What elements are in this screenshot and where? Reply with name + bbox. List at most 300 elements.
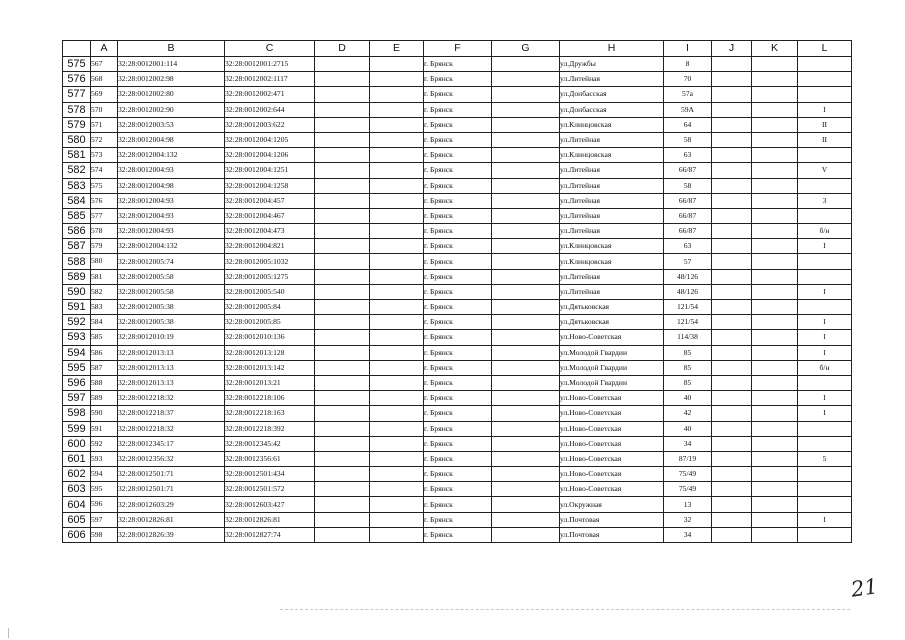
- cell-j[interactable]: [712, 72, 752, 87]
- cell-f[interactable]: г. Брянск: [424, 224, 492, 239]
- cell-d[interactable]: [315, 163, 370, 178]
- cell-d[interactable]: [315, 72, 370, 87]
- cell-h[interactable]: ул.Литейная: [560, 208, 664, 223]
- cell-j[interactable]: [712, 375, 752, 390]
- cell-i[interactable]: 64: [664, 117, 712, 132]
- cell-f[interactable]: г. Брянск: [424, 269, 492, 284]
- row-number-cell[interactable]: 606: [63, 527, 91, 542]
- cell-j[interactable]: [712, 421, 752, 436]
- cell-e[interactable]: [370, 497, 424, 512]
- cell-b[interactable]: 32:28:0012603:29: [118, 497, 225, 512]
- cell-i[interactable]: 114/38: [664, 330, 712, 345]
- cell-a[interactable]: 568: [91, 72, 118, 87]
- cell-d[interactable]: [315, 527, 370, 542]
- cell-a[interactable]: 579: [91, 239, 118, 254]
- cell-k[interactable]: [752, 102, 798, 117]
- cell-i[interactable]: 121/54: [664, 300, 712, 315]
- cell-k[interactable]: [752, 132, 798, 147]
- cell-l[interactable]: I: [798, 239, 852, 254]
- cell-j[interactable]: [712, 497, 752, 512]
- cell-f[interactable]: г. Брянск: [424, 254, 492, 269]
- cell-l[interactable]: [798, 436, 852, 451]
- cell-k[interactable]: [752, 163, 798, 178]
- cell-b[interactable]: 32:28:0012004:98: [118, 178, 225, 193]
- cell-i[interactable]: 58: [664, 132, 712, 147]
- row-number-cell[interactable]: 586: [63, 224, 91, 239]
- cell-h[interactable]: ул.Молодой Гвардии: [560, 375, 664, 390]
- cell-f[interactable]: г. Брянск: [424, 132, 492, 147]
- cell-e[interactable]: [370, 360, 424, 375]
- row-number-cell[interactable]: 596: [63, 375, 91, 390]
- cell-h[interactable]: ул.Литейная: [560, 224, 664, 239]
- cell-a[interactable]: 595: [91, 482, 118, 497]
- cell-e[interactable]: [370, 467, 424, 482]
- cell-b[interactable]: 32:28:0012003:53: [118, 117, 225, 132]
- cell-b[interactable]: 32:28:0012004:98: [118, 132, 225, 147]
- row-number-cell[interactable]: 581: [63, 148, 91, 163]
- cell-f[interactable]: г. Брянск: [424, 467, 492, 482]
- cell-j[interactable]: [712, 300, 752, 315]
- cell-j[interactable]: [712, 482, 752, 497]
- cell-d[interactable]: [315, 300, 370, 315]
- cell-i[interactable]: 57: [664, 254, 712, 269]
- cell-f[interactable]: г. Брянск: [424, 406, 492, 421]
- cell-e[interactable]: [370, 345, 424, 360]
- cell-g[interactable]: [492, 254, 560, 269]
- row-number-cell[interactable]: 598: [63, 406, 91, 421]
- cell-c[interactable]: 32:28:0012002:644: [225, 102, 315, 117]
- cell-c[interactable]: 32:28:0012005:1032: [225, 254, 315, 269]
- cell-d[interactable]: [315, 497, 370, 512]
- cell-d[interactable]: [315, 224, 370, 239]
- cell-d[interactable]: [315, 178, 370, 193]
- cell-l[interactable]: [798, 57, 852, 72]
- cell-j[interactable]: [712, 284, 752, 299]
- cell-c[interactable]: 32:28:0012826:81: [225, 512, 315, 527]
- cell-e[interactable]: [370, 284, 424, 299]
- cell-i[interactable]: 57а: [664, 87, 712, 102]
- cell-g[interactable]: [492, 178, 560, 193]
- cell-d[interactable]: [315, 117, 370, 132]
- cell-h[interactable]: ул.Литейная: [560, 269, 664, 284]
- row-number-cell[interactable]: 597: [63, 391, 91, 406]
- cell-b[interactable]: 32:28:0012826:81: [118, 512, 225, 527]
- cell-i[interactable]: 8: [664, 57, 712, 72]
- cell-g[interactable]: [492, 284, 560, 299]
- cell-j[interactable]: [712, 178, 752, 193]
- cell-l[interactable]: V: [798, 163, 852, 178]
- cell-f[interactable]: г. Брянск: [424, 57, 492, 72]
- cell-b[interactable]: 32:28:0012005:74: [118, 254, 225, 269]
- cell-f[interactable]: г. Брянск: [424, 72, 492, 87]
- cell-a[interactable]: 573: [91, 148, 118, 163]
- cell-i[interactable]: 75/49: [664, 467, 712, 482]
- cell-d[interactable]: [315, 148, 370, 163]
- cell-b[interactable]: 32:28:0012004:93: [118, 163, 225, 178]
- cell-g[interactable]: [492, 360, 560, 375]
- row-number-cell[interactable]: 577: [63, 87, 91, 102]
- cell-l[interactable]: [798, 527, 852, 542]
- cell-h[interactable]: ул.Ново-Советская: [560, 436, 664, 451]
- cell-b[interactable]: 32:28:0012013:13: [118, 375, 225, 390]
- row-number-cell[interactable]: 605: [63, 512, 91, 527]
- cell-d[interactable]: [315, 391, 370, 406]
- cell-j[interactable]: [712, 406, 752, 421]
- cell-c[interactable]: 32:28:0012356:61: [225, 451, 315, 466]
- row-number-cell[interactable]: 601: [63, 451, 91, 466]
- cell-h[interactable]: ул.Литейная: [560, 178, 664, 193]
- row-number-cell[interactable]: 580: [63, 132, 91, 147]
- cell-d[interactable]: [315, 87, 370, 102]
- cell-h[interactable]: ул.Литейная: [560, 193, 664, 208]
- cell-k[interactable]: [752, 315, 798, 330]
- cell-e[interactable]: [370, 269, 424, 284]
- cell-l[interactable]: [798, 87, 852, 102]
- cell-j[interactable]: [712, 148, 752, 163]
- cell-a[interactable]: 589: [91, 391, 118, 406]
- cell-a[interactable]: 577: [91, 208, 118, 223]
- cell-g[interactable]: [492, 193, 560, 208]
- cell-e[interactable]: [370, 527, 424, 542]
- cell-d[interactable]: [315, 208, 370, 223]
- cell-e[interactable]: [370, 406, 424, 421]
- cell-e[interactable]: [370, 72, 424, 87]
- cell-b[interactable]: 32:28:0012004:93: [118, 193, 225, 208]
- row-number-cell[interactable]: 582: [63, 163, 91, 178]
- cell-g[interactable]: [492, 300, 560, 315]
- cell-d[interactable]: [315, 57, 370, 72]
- cell-e[interactable]: [370, 178, 424, 193]
- cell-b[interactable]: 32:28:0012218:32: [118, 421, 225, 436]
- cell-h[interactable]: ул.Донбасская: [560, 87, 664, 102]
- cell-g[interactable]: [492, 375, 560, 390]
- cell-f[interactable]: г. Брянск: [424, 512, 492, 527]
- cell-e[interactable]: [370, 224, 424, 239]
- cell-i[interactable]: 32: [664, 512, 712, 527]
- row-number-cell[interactable]: 592: [63, 315, 91, 330]
- cell-j[interactable]: [712, 527, 752, 542]
- cell-h[interactable]: ул.Ново-Советская: [560, 482, 664, 497]
- cell-g[interactable]: [492, 527, 560, 542]
- cell-l[interactable]: б/н: [798, 360, 852, 375]
- cell-e[interactable]: [370, 421, 424, 436]
- row-number-cell[interactable]: 588: [63, 254, 91, 269]
- cell-l[interactable]: II: [798, 132, 852, 147]
- cell-c[interactable]: 32:28:0012010:136: [225, 330, 315, 345]
- cell-i[interactable]: 40: [664, 421, 712, 436]
- cell-c[interactable]: 32:28:0012218:106: [225, 391, 315, 406]
- cell-g[interactable]: [492, 208, 560, 223]
- row-number-cell[interactable]: 578: [63, 102, 91, 117]
- cell-j[interactable]: [712, 391, 752, 406]
- cell-g[interactable]: [492, 436, 560, 451]
- cell-l[interactable]: [798, 72, 852, 87]
- cell-f[interactable]: г. Брянск: [424, 208, 492, 223]
- cell-j[interactable]: [712, 208, 752, 223]
- cell-b[interactable]: 32:28:0012501:71: [118, 467, 225, 482]
- cell-i[interactable]: 66/87: [664, 224, 712, 239]
- cell-j[interactable]: [712, 330, 752, 345]
- cell-k[interactable]: [752, 527, 798, 542]
- cell-i[interactable]: 13: [664, 497, 712, 512]
- row-number-cell[interactable]: 594: [63, 345, 91, 360]
- cell-a[interactable]: 585: [91, 330, 118, 345]
- column-header-e[interactable]: E: [370, 41, 424, 57]
- cell-j[interactable]: [712, 451, 752, 466]
- cell-g[interactable]: [492, 391, 560, 406]
- cell-d[interactable]: [315, 102, 370, 117]
- cell-f[interactable]: г. Брянск: [424, 451, 492, 466]
- cell-k[interactable]: [752, 360, 798, 375]
- row-number-cell[interactable]: 584: [63, 193, 91, 208]
- cell-e[interactable]: [370, 451, 424, 466]
- cell-d[interactable]: [315, 360, 370, 375]
- cell-i[interactable]: 121/54: [664, 315, 712, 330]
- cell-e[interactable]: [370, 239, 424, 254]
- cell-e[interactable]: [370, 512, 424, 527]
- cell-d[interactable]: [315, 269, 370, 284]
- column-header-i[interactable]: I: [664, 41, 712, 57]
- cell-c[interactable]: 32:28:0012004:1251: [225, 163, 315, 178]
- cell-f[interactable]: г. Брянск: [424, 330, 492, 345]
- cell-g[interactable]: [492, 497, 560, 512]
- cell-k[interactable]: [752, 421, 798, 436]
- cell-b[interactable]: 32:28:0012004:93: [118, 224, 225, 239]
- cell-e[interactable]: [370, 315, 424, 330]
- cell-i[interactable]: 48/126: [664, 269, 712, 284]
- cell-c[interactable]: 32:28:0012003:622: [225, 117, 315, 132]
- cell-l[interactable]: [798, 482, 852, 497]
- cell-k[interactable]: [752, 391, 798, 406]
- cell-c[interactable]: 32:28:0012002:1117: [225, 72, 315, 87]
- row-number-cell[interactable]: 600: [63, 436, 91, 451]
- cell-e[interactable]: [370, 87, 424, 102]
- cell-a[interactable]: 590: [91, 406, 118, 421]
- cell-g[interactable]: [492, 406, 560, 421]
- cell-a[interactable]: 596: [91, 497, 118, 512]
- cell-h[interactable]: ул.Клинцовская: [560, 148, 664, 163]
- cell-j[interactable]: [712, 436, 752, 451]
- cell-b[interactable]: 32:28:0012005:38: [118, 300, 225, 315]
- cell-l[interactable]: [798, 375, 852, 390]
- cell-h[interactable]: ул.Литейная: [560, 132, 664, 147]
- cell-l[interactable]: [798, 254, 852, 269]
- cell-j[interactable]: [712, 512, 752, 527]
- cell-c[interactable]: 32:28:0012001:2715: [225, 57, 315, 72]
- row-number-cell[interactable]: 595: [63, 360, 91, 375]
- cell-i[interactable]: 85: [664, 375, 712, 390]
- cell-i[interactable]: 63: [664, 239, 712, 254]
- row-number-cell[interactable]: 585: [63, 208, 91, 223]
- cell-g[interactable]: [492, 421, 560, 436]
- cell-g[interactable]: [492, 148, 560, 163]
- cell-h[interactable]: ул.Молодой Гвардии: [560, 345, 664, 360]
- cell-h[interactable]: ул.Дятьковская: [560, 300, 664, 315]
- cell-d[interactable]: [315, 482, 370, 497]
- cell-b[interactable]: 32:28:0012826:39: [118, 527, 225, 542]
- cell-l[interactable]: I: [798, 345, 852, 360]
- cell-h[interactable]: ул.Ново-Советская: [560, 421, 664, 436]
- cell-a[interactable]: 581: [91, 269, 118, 284]
- cell-d[interactable]: [315, 284, 370, 299]
- cell-e[interactable]: [370, 375, 424, 390]
- cell-a[interactable]: 592: [91, 436, 118, 451]
- cell-a[interactable]: 576: [91, 193, 118, 208]
- cell-b[interactable]: 32:28:0012004:93: [118, 208, 225, 223]
- cell-l[interactable]: I: [798, 102, 852, 117]
- cell-k[interactable]: [752, 193, 798, 208]
- cell-g[interactable]: [492, 482, 560, 497]
- cell-i[interactable]: 34: [664, 527, 712, 542]
- cell-g[interactable]: [492, 239, 560, 254]
- column-header-d[interactable]: D: [315, 41, 370, 57]
- cell-l[interactable]: [798, 269, 852, 284]
- cell-c[interactable]: 32:28:0012004:821: [225, 239, 315, 254]
- cell-k[interactable]: [752, 375, 798, 390]
- cell-b[interactable]: 32:28:0012010:19: [118, 330, 225, 345]
- cell-l[interactable]: [798, 178, 852, 193]
- cell-d[interactable]: [315, 193, 370, 208]
- cell-f[interactable]: г. Брянск: [424, 178, 492, 193]
- cell-b[interactable]: 32:28:0012218:37: [118, 406, 225, 421]
- cell-a[interactable]: 570: [91, 102, 118, 117]
- cell-k[interactable]: [752, 239, 798, 254]
- cell-f[interactable]: г. Брянск: [424, 163, 492, 178]
- cell-l[interactable]: I: [798, 315, 852, 330]
- cell-e[interactable]: [370, 300, 424, 315]
- cell-a[interactable]: 574: [91, 163, 118, 178]
- cell-i[interactable]: 42: [664, 406, 712, 421]
- cell-b[interactable]: 32:28:0012005:38: [118, 315, 225, 330]
- cell-j[interactable]: [712, 239, 752, 254]
- cell-l[interactable]: I: [798, 284, 852, 299]
- cell-g[interactable]: [492, 132, 560, 147]
- cell-c[interactable]: 32:28:0012603:427: [225, 497, 315, 512]
- cell-b[interactable]: 32:28:0012002:80: [118, 87, 225, 102]
- cell-d[interactable]: [315, 451, 370, 466]
- cell-k[interactable]: [752, 224, 798, 239]
- row-number-cell[interactable]: 591: [63, 300, 91, 315]
- cell-f[interactable]: г. Брянск: [424, 375, 492, 390]
- cell-k[interactable]: [752, 148, 798, 163]
- row-number-cell[interactable]: 575: [63, 57, 91, 72]
- cell-c[interactable]: 32:28:0012005:1275: [225, 269, 315, 284]
- cell-j[interactable]: [712, 345, 752, 360]
- cell-b[interactable]: 32:28:0012004:132: [118, 239, 225, 254]
- row-number-cell[interactable]: 604: [63, 497, 91, 512]
- cell-a[interactable]: 594: [91, 467, 118, 482]
- cell-c[interactable]: 32:28:0012005:540: [225, 284, 315, 299]
- cell-h[interactable]: ул.Донбасская: [560, 102, 664, 117]
- cell-g[interactable]: [492, 345, 560, 360]
- cell-c[interactable]: 32:28:0012005:85: [225, 315, 315, 330]
- cell-a[interactable]: 582: [91, 284, 118, 299]
- cell-d[interactable]: [315, 375, 370, 390]
- cell-e[interactable]: [370, 330, 424, 345]
- cell-c[interactable]: 32:28:0012827:74: [225, 527, 315, 542]
- cell-g[interactable]: [492, 102, 560, 117]
- cell-k[interactable]: [752, 406, 798, 421]
- column-header-c[interactable]: C: [225, 41, 315, 57]
- cell-g[interactable]: [492, 163, 560, 178]
- cell-e[interactable]: [370, 132, 424, 147]
- cell-l[interactable]: б/н: [798, 224, 852, 239]
- cell-k[interactable]: [752, 117, 798, 132]
- cell-g[interactable]: [492, 57, 560, 72]
- cell-a[interactable]: 597: [91, 512, 118, 527]
- cell-f[interactable]: г. Брянск: [424, 284, 492, 299]
- cell-e[interactable]: [370, 117, 424, 132]
- cell-a[interactable]: 588: [91, 375, 118, 390]
- cell-a[interactable]: 569: [91, 87, 118, 102]
- cell-l[interactable]: 5: [798, 451, 852, 466]
- cell-l[interactable]: I: [798, 512, 852, 527]
- cell-f[interactable]: г. Брянск: [424, 300, 492, 315]
- cell-a[interactable]: 584: [91, 315, 118, 330]
- cell-a[interactable]: 598: [91, 527, 118, 542]
- cell-e[interactable]: [370, 208, 424, 223]
- cell-g[interactable]: [492, 512, 560, 527]
- cell-b[interactable]: 32:28:0012013:13: [118, 360, 225, 375]
- cell-f[interactable]: г. Брянск: [424, 345, 492, 360]
- cell-b[interactable]: 32:28:0012001:114: [118, 57, 225, 72]
- cell-h[interactable]: ул.Литейная: [560, 284, 664, 299]
- cell-b[interactable]: 32:28:0012218:32: [118, 391, 225, 406]
- cell-f[interactable]: г. Брянск: [424, 391, 492, 406]
- cell-k[interactable]: [752, 269, 798, 284]
- cell-d[interactable]: [315, 315, 370, 330]
- cell-a[interactable]: 593: [91, 451, 118, 466]
- row-number-cell[interactable]: 587: [63, 239, 91, 254]
- cell-l[interactable]: [798, 421, 852, 436]
- row-number-cell[interactable]: 589: [63, 269, 91, 284]
- cell-b[interactable]: 32:28:0012002:98: [118, 72, 225, 87]
- cell-k[interactable]: [752, 497, 798, 512]
- cell-j[interactable]: [712, 224, 752, 239]
- cell-i[interactable]: 34: [664, 436, 712, 451]
- cell-c[interactable]: 32:28:0012345:42: [225, 436, 315, 451]
- cell-c[interactable]: 32:28:0012004:457: [225, 193, 315, 208]
- cell-f[interactable]: г. Брянск: [424, 527, 492, 542]
- cell-l[interactable]: II: [798, 117, 852, 132]
- cell-g[interactable]: [492, 315, 560, 330]
- cell-h[interactable]: ул.Ново-Советская: [560, 451, 664, 466]
- cell-k[interactable]: [752, 345, 798, 360]
- cell-e[interactable]: [370, 436, 424, 451]
- column-header-h[interactable]: H: [560, 41, 664, 57]
- cell-a[interactable]: 571: [91, 117, 118, 132]
- cell-f[interactable]: г. Брянск: [424, 436, 492, 451]
- cell-f[interactable]: г. Брянск: [424, 482, 492, 497]
- cell-k[interactable]: [752, 57, 798, 72]
- column-header-j[interactable]: J: [712, 41, 752, 57]
- cell-c[interactable]: 32:28:0012013:128: [225, 345, 315, 360]
- cell-c[interactable]: 32:28:0012005:84: [225, 300, 315, 315]
- cell-e[interactable]: [370, 193, 424, 208]
- cell-i[interactable]: 40: [664, 391, 712, 406]
- cell-a[interactable]: 572: [91, 132, 118, 147]
- cell-k[interactable]: [752, 284, 798, 299]
- cell-j[interactable]: [712, 102, 752, 117]
- row-number-cell[interactable]: 603: [63, 482, 91, 497]
- cell-c[interactable]: 32:28:0012004:1258: [225, 178, 315, 193]
- cell-c[interactable]: 32:28:0012013:21: [225, 375, 315, 390]
- column-header-b[interactable]: B: [118, 41, 225, 57]
- cell-i[interactable]: 59А: [664, 102, 712, 117]
- cell-h[interactable]: ул.Клинцовская: [560, 254, 664, 269]
- cell-f[interactable]: г. Брянск: [424, 148, 492, 163]
- row-number-cell[interactable]: 602: [63, 467, 91, 482]
